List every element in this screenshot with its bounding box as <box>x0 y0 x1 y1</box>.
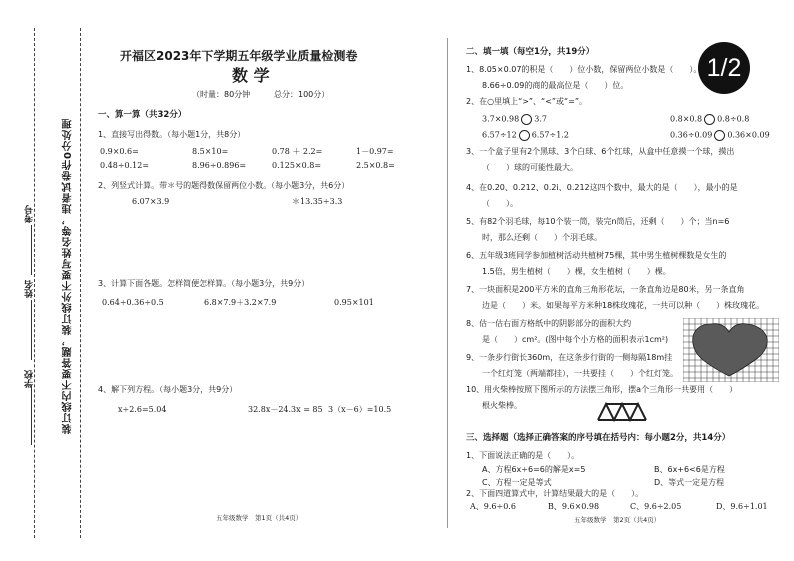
q4-item: x÷2.6=5.04 <box>118 405 167 414</box>
exam-number-blank[interactable] <box>31 225 32 275</box>
fill-q6-line1: 6、五年级3班同学参加植树活动共植树75棵，其中男生植树棵数是女生的 <box>466 251 727 260</box>
compare-right: 3.7 <box>534 114 547 124</box>
q3-item: 0.95×101 <box>334 298 374 307</box>
choice-option[interactable]: A、9.6÷0.6 <box>470 502 516 511</box>
fill-q4-line1: 4、在0.20、0.212、0.2i、0.212这四个数中，最大的是（ ），最小的是 <box>466 183 738 192</box>
fill-q8-line2: 是（ ）cm²。(图中每个小方格的面积表示1cm²) <box>482 335 669 344</box>
compare-left: 3.7×0.98 <box>482 114 520 124</box>
compare-circle[interactable] <box>521 114 532 125</box>
fill-q3-line2: （ ）球的可能性最大。 <box>482 163 578 172</box>
q1-item: 0.78 ＋ 2.2= <box>272 147 323 156</box>
choice-option[interactable]: D、等式一定是方程 <box>654 478 725 487</box>
compare-right: 6.57÷1.2 <box>531 130 569 140</box>
choice-q2: 2、下面四道算式中，计算结果最大的是（ ）。 <box>466 489 644 498</box>
compare-circle[interactable] <box>714 130 725 141</box>
matchstick-triangles-figure <box>596 400 656 422</box>
shaded-area-grid-figure <box>683 318 779 382</box>
page-indicator-badge: 1/2 <box>698 42 750 94</box>
q1-item: 0.125×0.8= <box>272 161 322 170</box>
section-1-title: 一、算一算（共32分） <box>98 110 187 120</box>
choice-option[interactable]: B、6x+6<6是方程 <box>654 465 725 474</box>
compare-right: 0.8÷0.8 <box>717 114 750 124</box>
q4-item: 3（x－6）=10.5 <box>328 405 392 414</box>
q3-item: 0.64÷0.36÷0.5 <box>102 298 164 307</box>
q1-instruction: 1、直接写出得数。（每小题1分，共8分） <box>98 130 246 139</box>
choice-option[interactable]: C、9.6÷2.05 <box>630 502 682 511</box>
q1-item: 0.9×0.6= <box>100 147 139 156</box>
compare-circle[interactable] <box>704 114 715 125</box>
compare-left: 6.57÷12 <box>482 130 517 140</box>
fill-q7-line1: 7、一块面积是200平方米的直角三角形花坛，一条直角边是80米，另一条直角 <box>466 285 745 294</box>
total-score: 总分：100分） <box>274 90 330 99</box>
fill-q6-line2: 1.5倍，男生植树（ ）棵，女生植树（ ）棵。 <box>482 267 671 276</box>
choice-option[interactable]: B、9.6×0.98 <box>548 502 600 511</box>
compare-right: 0.36×0.09 <box>727 130 770 140</box>
q3-item: 6.8×7.9＋3.2×7.9 <box>204 298 277 307</box>
q1-item: 8.5×10= <box>192 147 229 156</box>
q1-item: 2.5×0.8= <box>356 161 395 170</box>
fill-q9-line1: 9、一条步行街长360m，在这条步行街的一侧每隔18m挂 <box>466 353 673 362</box>
subject-title: 数 学 <box>232 66 270 85</box>
q4-instruction: 4、解下列方程。（每小题3分，共9分） <box>98 385 238 394</box>
choice-option[interactable]: D、9.6÷1.01 <box>716 502 768 511</box>
q2-item: ＊13.35÷3.3 <box>292 197 343 206</box>
section-3-title: 三、选择题（选择正确答案的序号填在括号内：每小题2分，共14分） <box>466 433 731 443</box>
fill-q10-line1: 10、用火柴棒按照下图所示的方法摆三角形，摆a个三角形一共要用（ ） <box>466 385 738 394</box>
page-1-footer: 五年级数学 第1页（共4页） <box>216 514 303 522</box>
compare-circle[interactable] <box>519 130 530 141</box>
school-label: 学校 <box>25 370 35 388</box>
fill-q1-line2: 8.66÷0.09的商的最高位是（ ）位。 <box>482 81 629 90</box>
fill-q5-line2: 时，那么还剩（ ）个羽毛球。 <box>482 233 602 242</box>
fill-q2-instruction: 2、在○里填上“>”、“<”或“=”。 <box>466 97 588 106</box>
section-2-title: 二、填一填（每空1分，共19分） <box>466 47 595 57</box>
compare-left: 0.8×0.8 <box>670 114 703 124</box>
name-label: 姓名 <box>25 280 35 298</box>
time-limit: （时量：80分钟 <box>192 90 251 99</box>
fill-q1-line1: 1、8.05×0.07的积是（ ）位小数，保留两位小数是（ ）。 <box>466 65 702 74</box>
fill-q4-line2: （ ）。 <box>482 199 518 208</box>
page-2-footer: 五年级数学 第2页（共4页） <box>574 516 661 524</box>
school-blank[interactable] <box>31 385 32 445</box>
q1-item: 1－0.97= <box>356 147 394 156</box>
fill-q9-line2: 一个红灯笼（两端都挂），一共要挂（ ）个红灯笼。 <box>482 369 678 378</box>
name-blank[interactable] <box>31 300 32 360</box>
q1-item: 0.48÷0.12= <box>100 161 150 170</box>
fill-q8-line1: 8、估一估右面方格纸中的阴影部分的面积大约 <box>466 319 632 328</box>
q2-instruction: 2、列竖式计算。带＊号的题得数保留两位小数。（每小题3分，共6分） <box>98 181 350 190</box>
q1-item: 8.96÷0.896= <box>192 161 247 170</box>
binding-line-inner <box>80 28 81 538</box>
page-divider <box>447 38 448 528</box>
fill-q10-line2: 根火柴棒。 <box>482 401 522 410</box>
exam-number-label: 考号 <box>25 205 35 223</box>
compare-left: 0.36÷0.09 <box>670 130 713 140</box>
choice-option[interactable]: C、方程一定是等式 <box>482 478 552 487</box>
exam-title: 开福区2023年下学期五年级学业质量检测卷 <box>120 49 358 63</box>
choice-option[interactable]: A、方程6x÷6=6的解是x=5 <box>482 465 586 474</box>
fill-q7-line2: 边是（ ）米。如果每平方米种18株玫瑰花，一共可以种（ ）株玫瑰花。 <box>482 301 765 310</box>
binding-warning: 装订线内不要答题，装订线外不要写姓名等，违者试卷作0分处理 <box>63 118 74 434</box>
fill-q5-line1: 5、有82个羽毛球，每10个装一筒，装完n筒后，还剩（ ）个；当n=6 <box>466 217 730 226</box>
choice-q1: 1、下面说法正确的是（ ）。 <box>466 451 580 460</box>
q3-instruction: 3、计算下面各题。怎样简便怎样算。（每小题3分，共9分） <box>98 279 310 288</box>
fill-q3-line1: 3、一个盒子里有2个黑球、3个白球、6个红球，从盒中任意摸一个球，摸出 <box>466 147 735 156</box>
q4-item: 32.8x－24.3x = 85 <box>248 405 323 414</box>
q2-item: 6.07×3.9 <box>132 197 170 206</box>
